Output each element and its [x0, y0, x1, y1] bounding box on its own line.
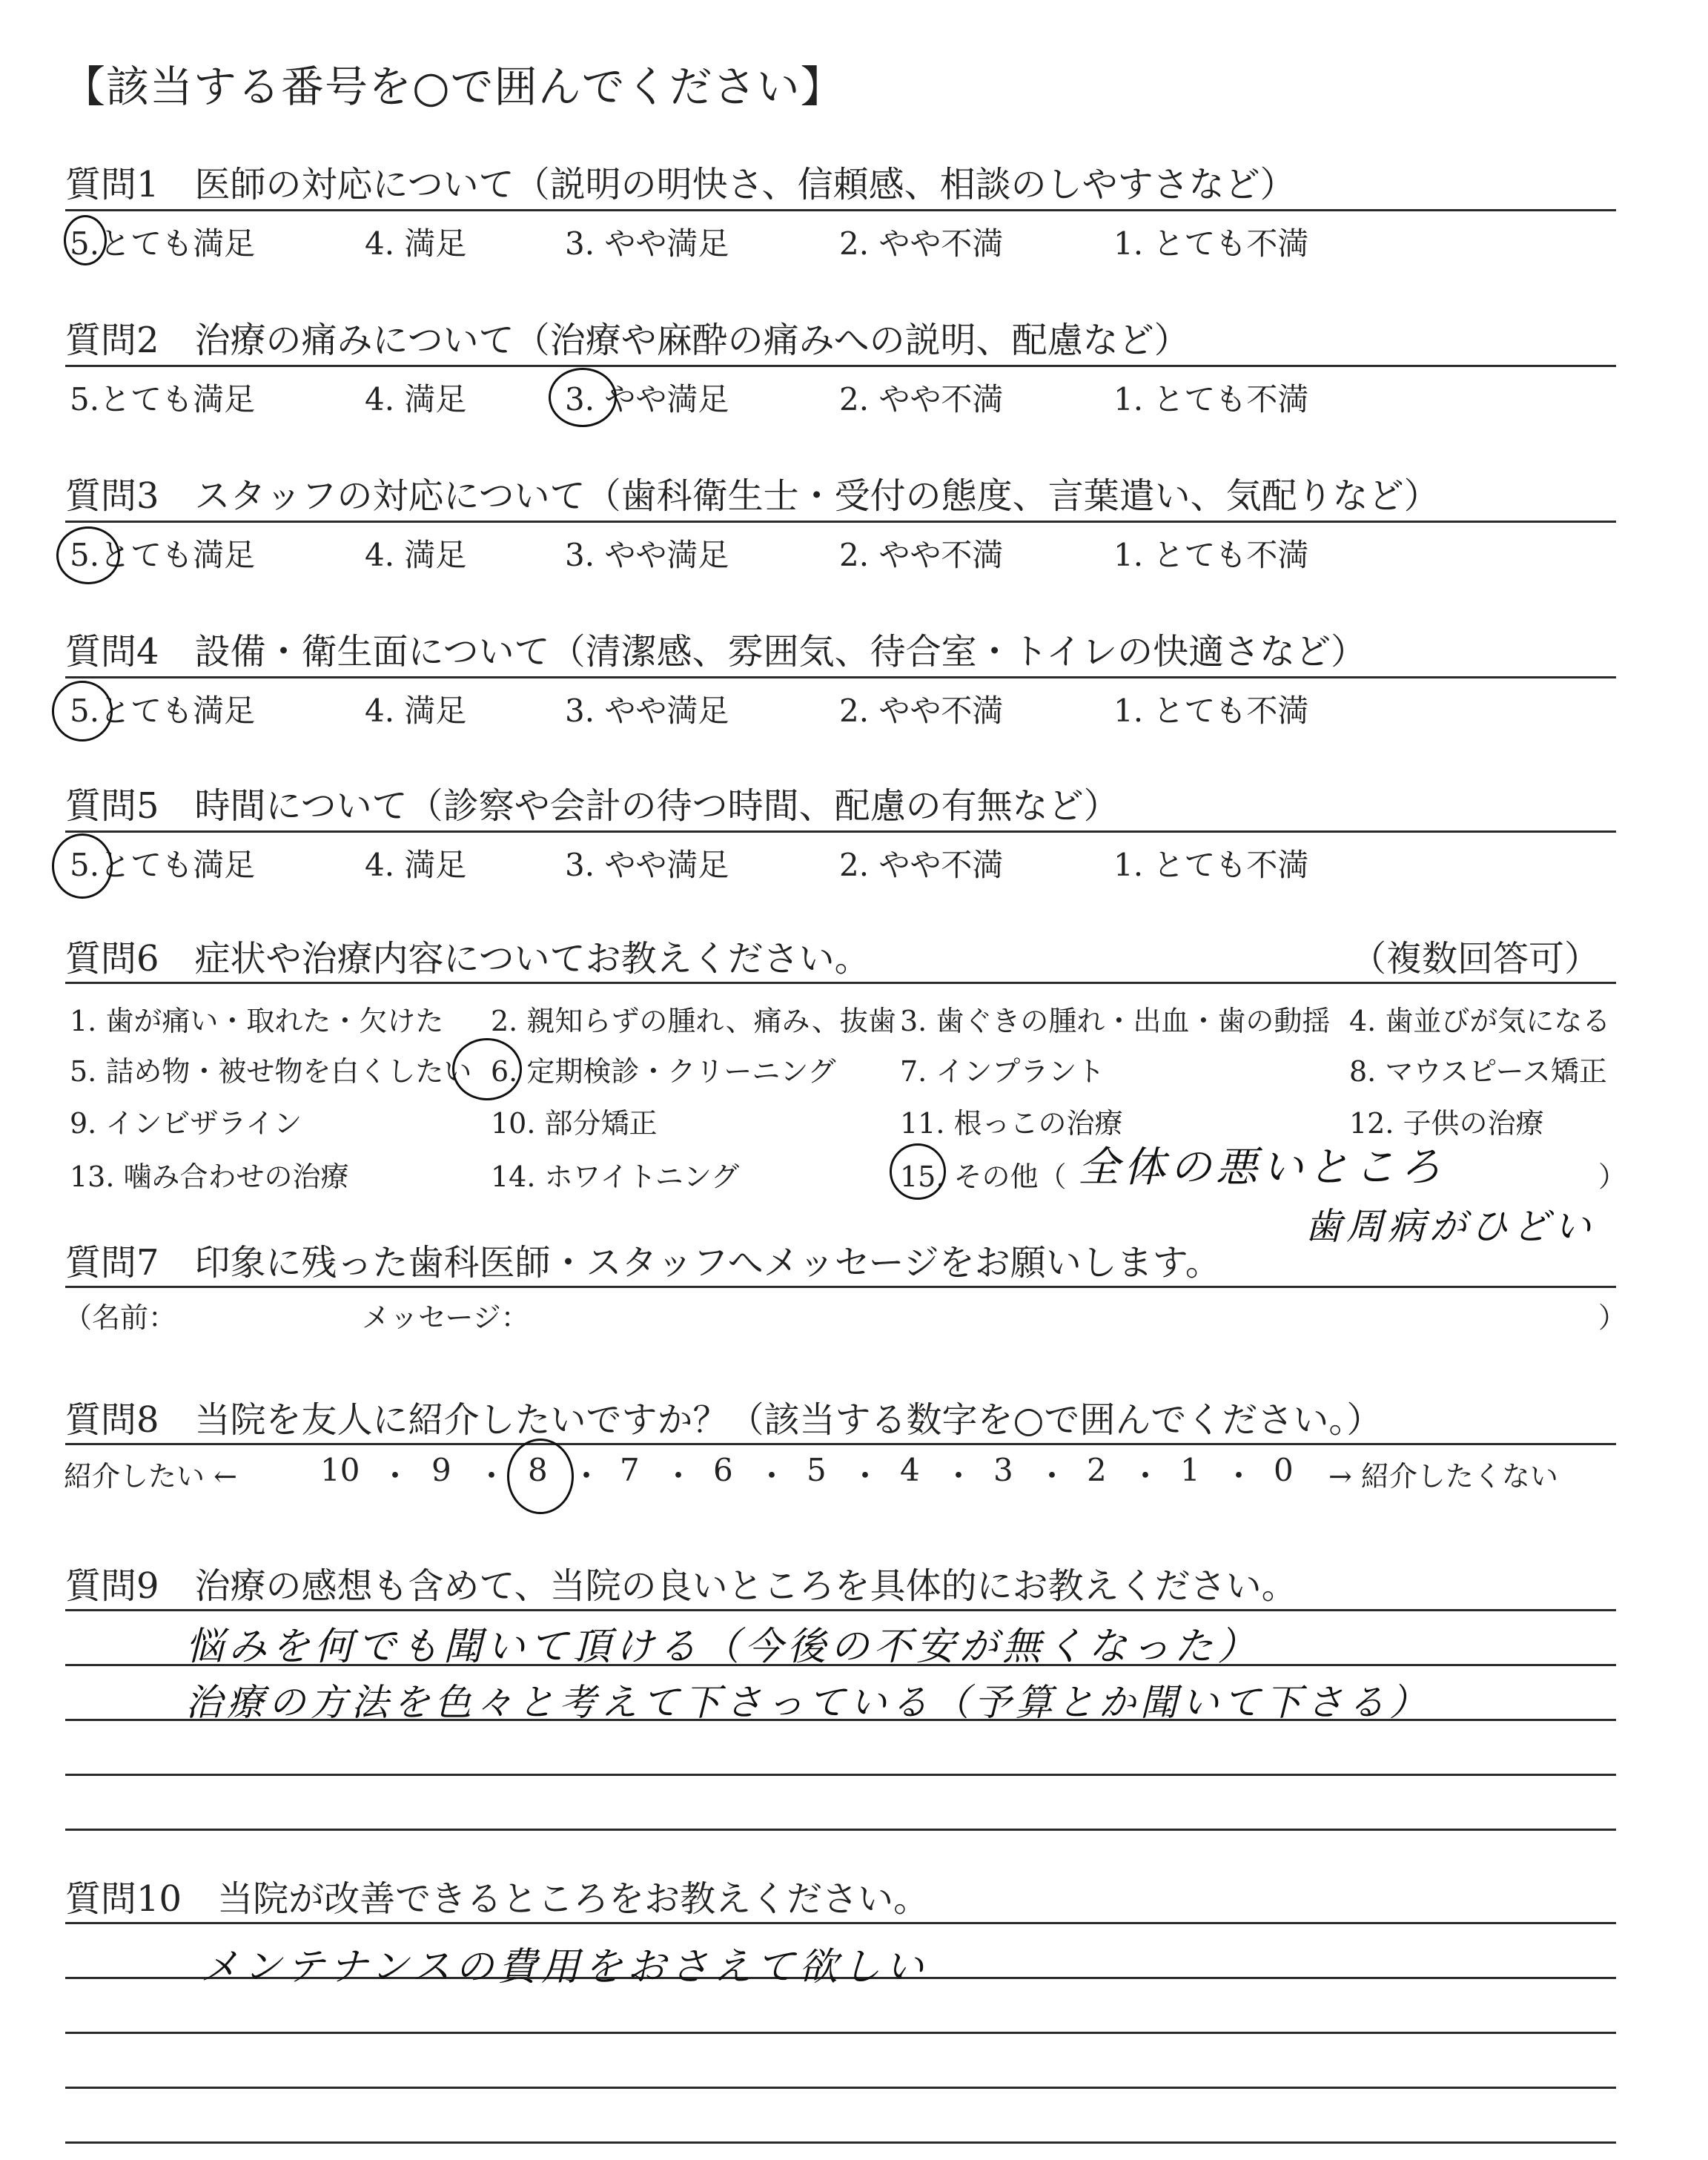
q8-score-3[interactable]: 3 [993, 1452, 1013, 1488]
q1-selection-circle [64, 215, 107, 265]
q8-dot: ・ [380, 1458, 411, 1494]
q1-rule [65, 209, 1616, 211]
q8-dot: ・ [1223, 1458, 1255, 1494]
q4-title: 質問4 設備・衛生面について（清潔感、雰囲気、待合室・トイレの快適さなど） [65, 631, 1367, 673]
q6-title: 質問6 症状や治療内容についてお教えください。 [65, 938, 870, 980]
q4-option-4[interactable]: 4. 満足 [365, 693, 467, 729]
q3-option-3[interactable]: 3. やや満足 [565, 537, 729, 573]
q8-dot: ・ [943, 1458, 975, 1494]
q8-left-label: 紹介したい ← [64, 1460, 237, 1493]
q6-item-8[interactable]: 8. マウスピース矯正 [1349, 1055, 1607, 1088]
q8-dot: ・ [1130, 1458, 1162, 1494]
q6-item-15[interactable]: 15. その他（ [900, 1160, 1067, 1193]
q2-rule [65, 365, 1616, 367]
q6-item-12[interactable]: 12. 子供の治療 [1349, 1107, 1544, 1140]
q8-dot: ・ [663, 1458, 695, 1494]
q6-item-5[interactable]: 5. 詰め物・被せ物を白くしたい [70, 1055, 472, 1088]
q6-item-7[interactable]: 7. インプラント [900, 1055, 1105, 1088]
q8-score-6[interactable]: 6 [713, 1452, 733, 1488]
q7-message-label[interactable]: メッセージ： [362, 1301, 529, 1334]
q8-score-7[interactable]: 7 [620, 1452, 640, 1488]
q6-item-11[interactable]: 11. 根っこの治療 [900, 1107, 1123, 1140]
q2-option-1[interactable]: 1. とても不満 [1113, 381, 1309, 417]
q2-selection-circle [549, 368, 617, 427]
q10-answer-line1: メンテナンスの費用をおさえて欲しい [200, 1945, 928, 1989]
q3-option-4[interactable]: 4. 満足 [365, 537, 467, 573]
q5-option-3[interactable]: 3. やや満足 [565, 847, 729, 883]
q5-option-2[interactable]: 2. やや不満 [839, 847, 1004, 883]
q5-option-4[interactable]: 4. 満足 [365, 847, 467, 883]
q8-score-5[interactable]: 5 [807, 1452, 827, 1488]
q6-item-14[interactable]: 14. ホワイトニング [491, 1160, 740, 1193]
q8-dot: ・ [571, 1458, 603, 1494]
q6-item-1[interactable]: 1. 歯が痛い・取れた・欠けた [70, 1005, 444, 1037]
q4-option-1[interactable]: 1. とても不満 [1113, 693, 1309, 729]
q8-score-10[interactable]: 10 [320, 1452, 360, 1488]
q9-answer-line2: 治療の方法を色々と考えて下さっている（予算とか聞いて下さる） [185, 1681, 1431, 1724]
q6-other-handwritten-line2: 歯周病がひどい [1305, 1205, 1595, 1248]
q1-option-3[interactable]: 3. やや満足 [565, 225, 729, 262]
q6-item-10[interactable]: 10. 部分矯正 [491, 1107, 658, 1140]
q6-rule [65, 982, 1616, 984]
q7-rule [65, 1286, 1616, 1288]
q6-other-close-paren: ） [1598, 1160, 1627, 1193]
q10-rule-5 [65, 2141, 1616, 2144]
q8-score-1[interactable]: 1 [1180, 1452, 1200, 1488]
q7-name-label[interactable]: （名前： [64, 1301, 177, 1334]
q3-option-5[interactable]: 5.とても満足 [70, 537, 256, 573]
q8-right-label: → 紹介したくない [1328, 1460, 1558, 1493]
q6-item-9[interactable]: 9. インビザライン [70, 1107, 302, 1140]
q8-rule [65, 1443, 1616, 1445]
q10-title: 質問10 当院が改善できるところをお教えください。 [65, 1878, 930, 1920]
q6-item-4[interactable]: 4. 歯並びが気になる [1349, 1005, 1611, 1037]
q8-score-0[interactable]: 0 [1274, 1452, 1294, 1488]
q6-item-6-selection-circle [452, 1038, 522, 1100]
q7-close-paren: ） [1598, 1301, 1627, 1334]
q4-selection-circle [52, 681, 113, 742]
q10-rule-3 [65, 2032, 1616, 2034]
q5-option-1[interactable]: 1. とても不満 [1113, 847, 1309, 883]
q8-selection-circle [507, 1439, 574, 1514]
q1-option-4[interactable]: 4. 満足 [365, 225, 467, 262]
q3-option-1[interactable]: 1. とても不満 [1113, 537, 1309, 573]
q3-title: 質問3 スタッフの対応について（歯科衛生士・受付の態度、言葉遣い、気配りなど） [65, 475, 1440, 517]
q9-title: 質問9 治療の感想も含めて、当院の良いところを具体的にお教えください。 [65, 1565, 1297, 1607]
q4-option-5[interactable]: 5.とても満足 [70, 693, 256, 729]
q3-option-2[interactable]: 2. やや不満 [839, 537, 1004, 573]
q5-rule [65, 830, 1616, 833]
q1-option-2[interactable]: 2. やや不満 [839, 225, 1004, 262]
q5-selection-circle [52, 833, 113, 899]
q5-option-5[interactable]: 5.とても満足 [70, 847, 256, 883]
q1-option-5[interactable]: 5.とても満足 [70, 225, 256, 262]
q8-score-2[interactable]: 2 [1087, 1452, 1107, 1488]
q9-rule-4 [65, 1774, 1616, 1776]
q8-score-4[interactable]: 4 [900, 1452, 920, 1488]
q8-dot: ・ [1036, 1458, 1068, 1494]
q3-selection-circle [56, 526, 120, 584]
q2-option-2[interactable]: 2. やや不満 [839, 381, 1004, 417]
q6-item-2[interactable]: 2. 親知らずの腫れ、痛み、抜歯 [491, 1005, 896, 1037]
q3-rule [65, 521, 1616, 523]
q8-dot: ・ [756, 1458, 788, 1494]
q2-option-5[interactable]: 5.とても満足 [70, 381, 256, 417]
q4-option-3[interactable]: 3. やや満足 [565, 693, 729, 729]
q6-item-6[interactable]: 6. 定期検診・クリーニング [491, 1055, 836, 1088]
q9-rule-5 [65, 1829, 1616, 1831]
q2-option-4[interactable]: 4. 満足 [365, 381, 467, 417]
q6-other-handwritten-line1: 全体の悪いところ [1078, 1143, 1446, 1192]
q8-dot: ・ [476, 1458, 508, 1494]
q9-rule-1 [65, 1609, 1616, 1611]
q8-score-9[interactable]: 9 [431, 1452, 451, 1488]
q6-item-15-selection-circle [890, 1143, 946, 1200]
q4-option-2[interactable]: 2. やや不満 [839, 693, 1004, 729]
form-header: 【該当する番号を○で囲んでください】 [62, 62, 844, 112]
q2-title: 質問2 治療の痛みについて（治療や麻酔の痛みへの説明、配慮など） [65, 320, 1190, 361]
q8-dot: ・ [850, 1458, 881, 1494]
q4-rule [65, 676, 1616, 678]
q10-rule-1 [65, 1922, 1616, 1924]
q10-rule-4 [65, 2087, 1616, 2089]
q6-item-13[interactable]: 13. 噛み合わせの治療 [70, 1160, 349, 1193]
q1-title: 質問1 医師の対応について（説明の明快さ、信頼感、相談のしやすさなど） [65, 164, 1296, 205]
q2-option-3[interactable]: 3. やや満足 [565, 381, 729, 417]
q7-title: 質問7 印象に残った歯科医師・スタッフへメッセージをお願いします。 [65, 1242, 1221, 1284]
q5-title: 質問5 時間について（診察や会計の待つ時間、配慮の有無など） [65, 785, 1119, 827]
q8-score-8[interactable]: 8 [528, 1452, 548, 1488]
q8-title: 質問8 当院を友人に紹介したいですか？（該当する数字を○で囲んでください。） [65, 1399, 1383, 1441]
q6-item-3[interactable]: 3. 歯ぐきの腫れ・出血・歯の動揺 [900, 1005, 1331, 1037]
q1-option-1[interactable]: 1. とても不満 [1113, 225, 1309, 262]
q6-multiple-note: （複数回答可） [1351, 938, 1601, 980]
q9-answer-line1: 悩みを何でも聞いて頂ける（今後の不安が無くなった） [185, 1625, 1261, 1669]
